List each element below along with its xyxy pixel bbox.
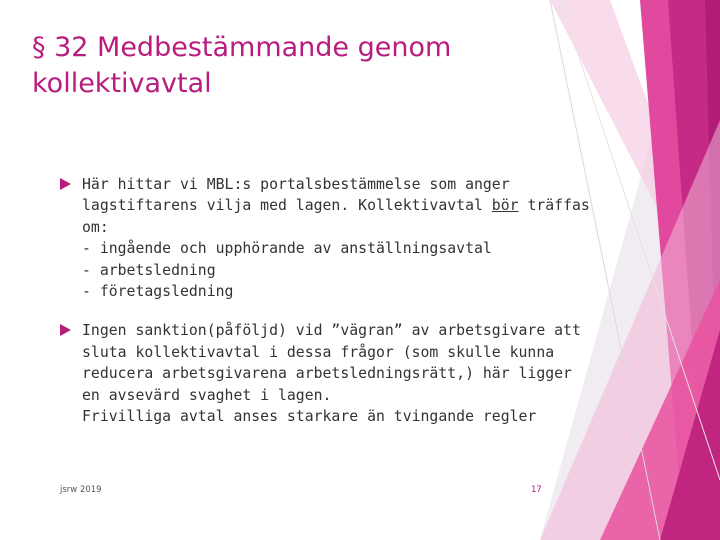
triangle-bullet-icon [60,324,71,336]
bullet-item [60,320,581,427]
footer-text: jsrw 2019 [60,485,102,495]
page-number: 17 [531,485,542,495]
bullet-text-line: en avsevärd svaghet i lagen. [82,386,332,404]
bullet-text-segment: lagstiftarens vilja med lagen. Kollektivavtal [82,197,492,215]
bullet-text-line: om: [82,218,109,236]
bullet-text-segment: träffas [518,197,590,215]
bullet-text-line: - företagsledning [82,283,234,301]
bullet-list [60,174,590,445]
bullet-text-line: Ingen sanktion(påföljd) vid ”vägran” av arbetsgivare att [82,322,581,340]
underlined-word: bör [491,197,519,215]
bullet-text-line: sluta kollektivavtal i dessa frågor (som skulle kunna [82,343,555,361]
bullet-text-line: reducera arbetsgivarena arbetsledningsrätt,) här ligger [82,365,572,383]
bullet-text-line: - arbetsledning [82,261,216,279]
slide-title-line: § 32 Medbestämmande genom [32,32,452,63]
bullet-text-line: Här hittar vi MBL:s portalsbestämmelse som anger [82,176,510,193]
bullet-item [60,174,590,302]
triangle-bullet-icon [60,178,71,190]
bullet-text-line [82,195,590,216]
bullet-text-line: - ingående och upphörande av anställningsavtal [82,240,492,258]
slide-title-line: kollektivavtal [32,68,212,99]
bullet-text-line: Frivilliga avtal anses starkare än tvingande regler [82,408,537,426]
slide-title [32,30,512,102]
